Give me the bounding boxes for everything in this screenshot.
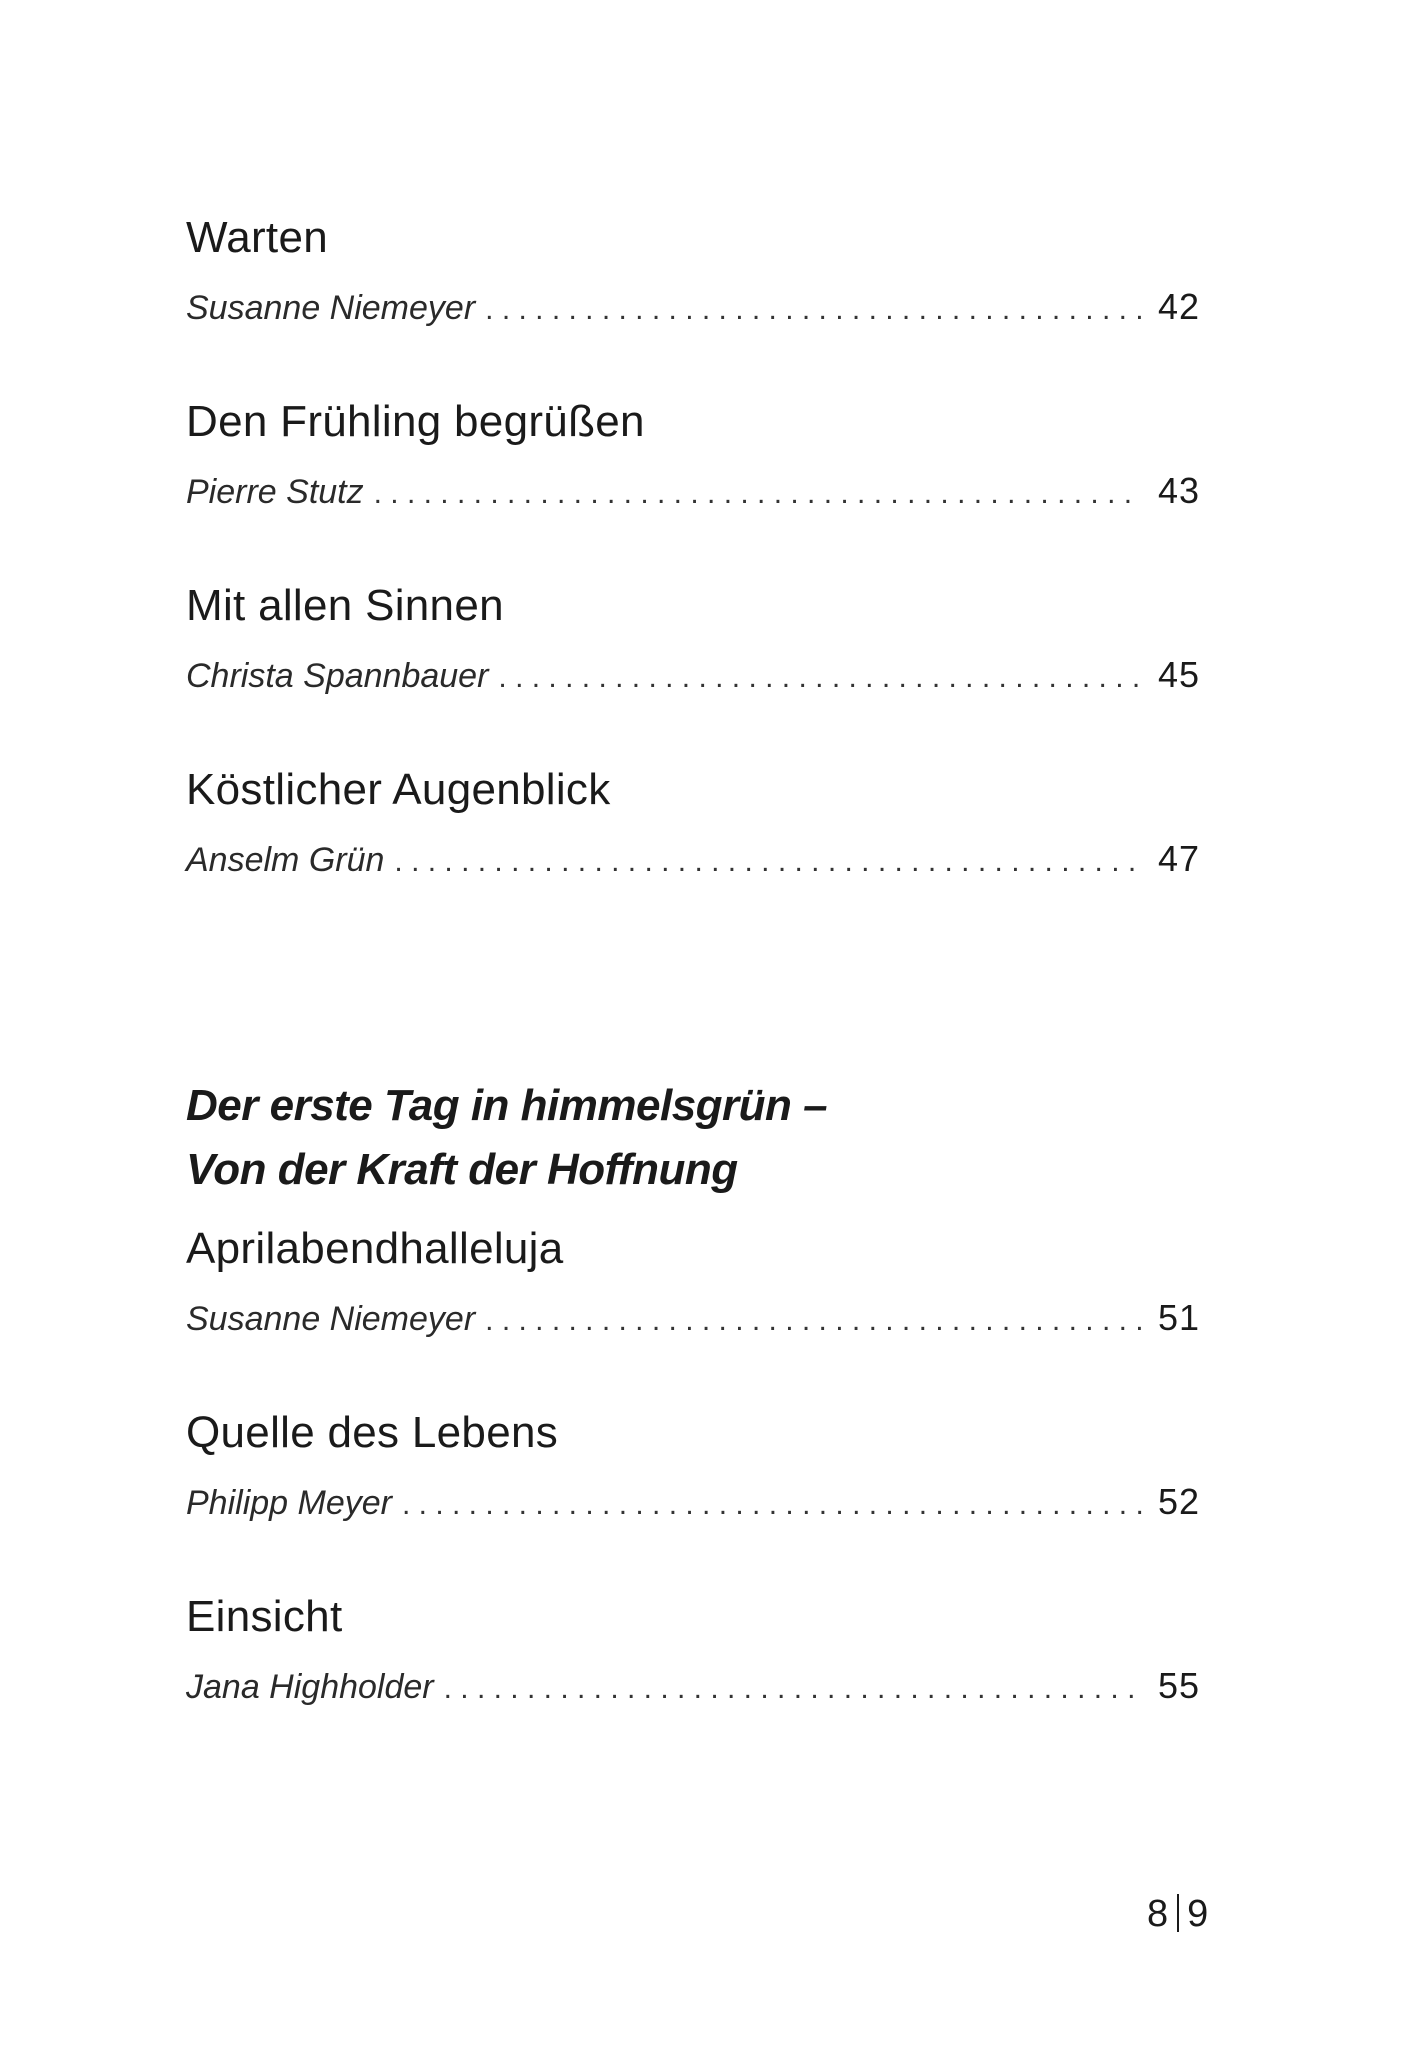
entry-author: Jana Highholder [186,1668,434,1706]
toc-entry [186,1592,1200,1709]
page-number-left: 8 [1147,1893,1170,1935]
entry-author: Susanne Niemeyer [186,289,476,327]
dot-leader [402,1485,1142,1525]
entry-page-number: 55 [1157,1665,1200,1706]
entry-author: Pierre Stutz [186,473,364,511]
section-heading-line: Von der Kraft der Hoffnung [186,1145,738,1194]
entry-author: Christa Spannbauer [186,657,489,695]
entry-page-number: 42 [1157,286,1200,327]
entry-author: Philipp Meyer [186,1484,392,1522]
toc-entry [186,581,1200,698]
entry-title: Aprilabendhalleluja [186,1224,564,1273]
dot-leader [374,474,1142,514]
toc-entry [186,397,1200,514]
entry-title: Den Frühling begrüßen [186,397,645,446]
entry-author: Anselm Grün [186,841,385,879]
entry-author-row [186,287,1200,330]
dot-leader [444,1669,1142,1709]
toc-entry [186,1224,1200,1341]
dot-leader [498,658,1142,698]
entry-title: Quelle des Lebens [186,1408,559,1457]
entry-title: Köstlicher Augenblick [186,765,611,814]
page-numbers [1147,1893,1209,1936]
entry-author-row [186,655,1200,698]
dot-leader [394,842,1142,882]
entry-page-number: 47 [1157,838,1200,879]
folio-separator [1177,1894,1179,1932]
entry-page-number: 45 [1157,654,1200,695]
entry-page-number: 43 [1157,470,1200,511]
page-number-right: 9 [1187,1893,1210,1935]
entry-author-row [186,1482,1200,1525]
toc-entry [186,765,1200,882]
entry-page-number: 51 [1157,1297,1200,1338]
section-heading [186,1074,827,1202]
entry-title: Mit allen Sinnen [186,581,504,630]
entry-page-number: 52 [1157,1481,1200,1522]
toc-entry [186,1408,1200,1525]
entry-author: Susanne Niemeyer [186,1300,476,1338]
entry-title: Einsicht [186,1592,343,1641]
entry-author-row [186,471,1200,514]
entry-author-row [186,839,1200,882]
entry-title: Warten [186,213,328,262]
entry-author-row [186,1298,1200,1341]
section-heading-line: Der erste Tag in himmelsgrün – [186,1081,828,1130]
toc-entry [186,213,1200,330]
entry-author-row [186,1666,1200,1709]
dot-leader [485,1301,1142,1341]
dot-leader [485,290,1142,330]
